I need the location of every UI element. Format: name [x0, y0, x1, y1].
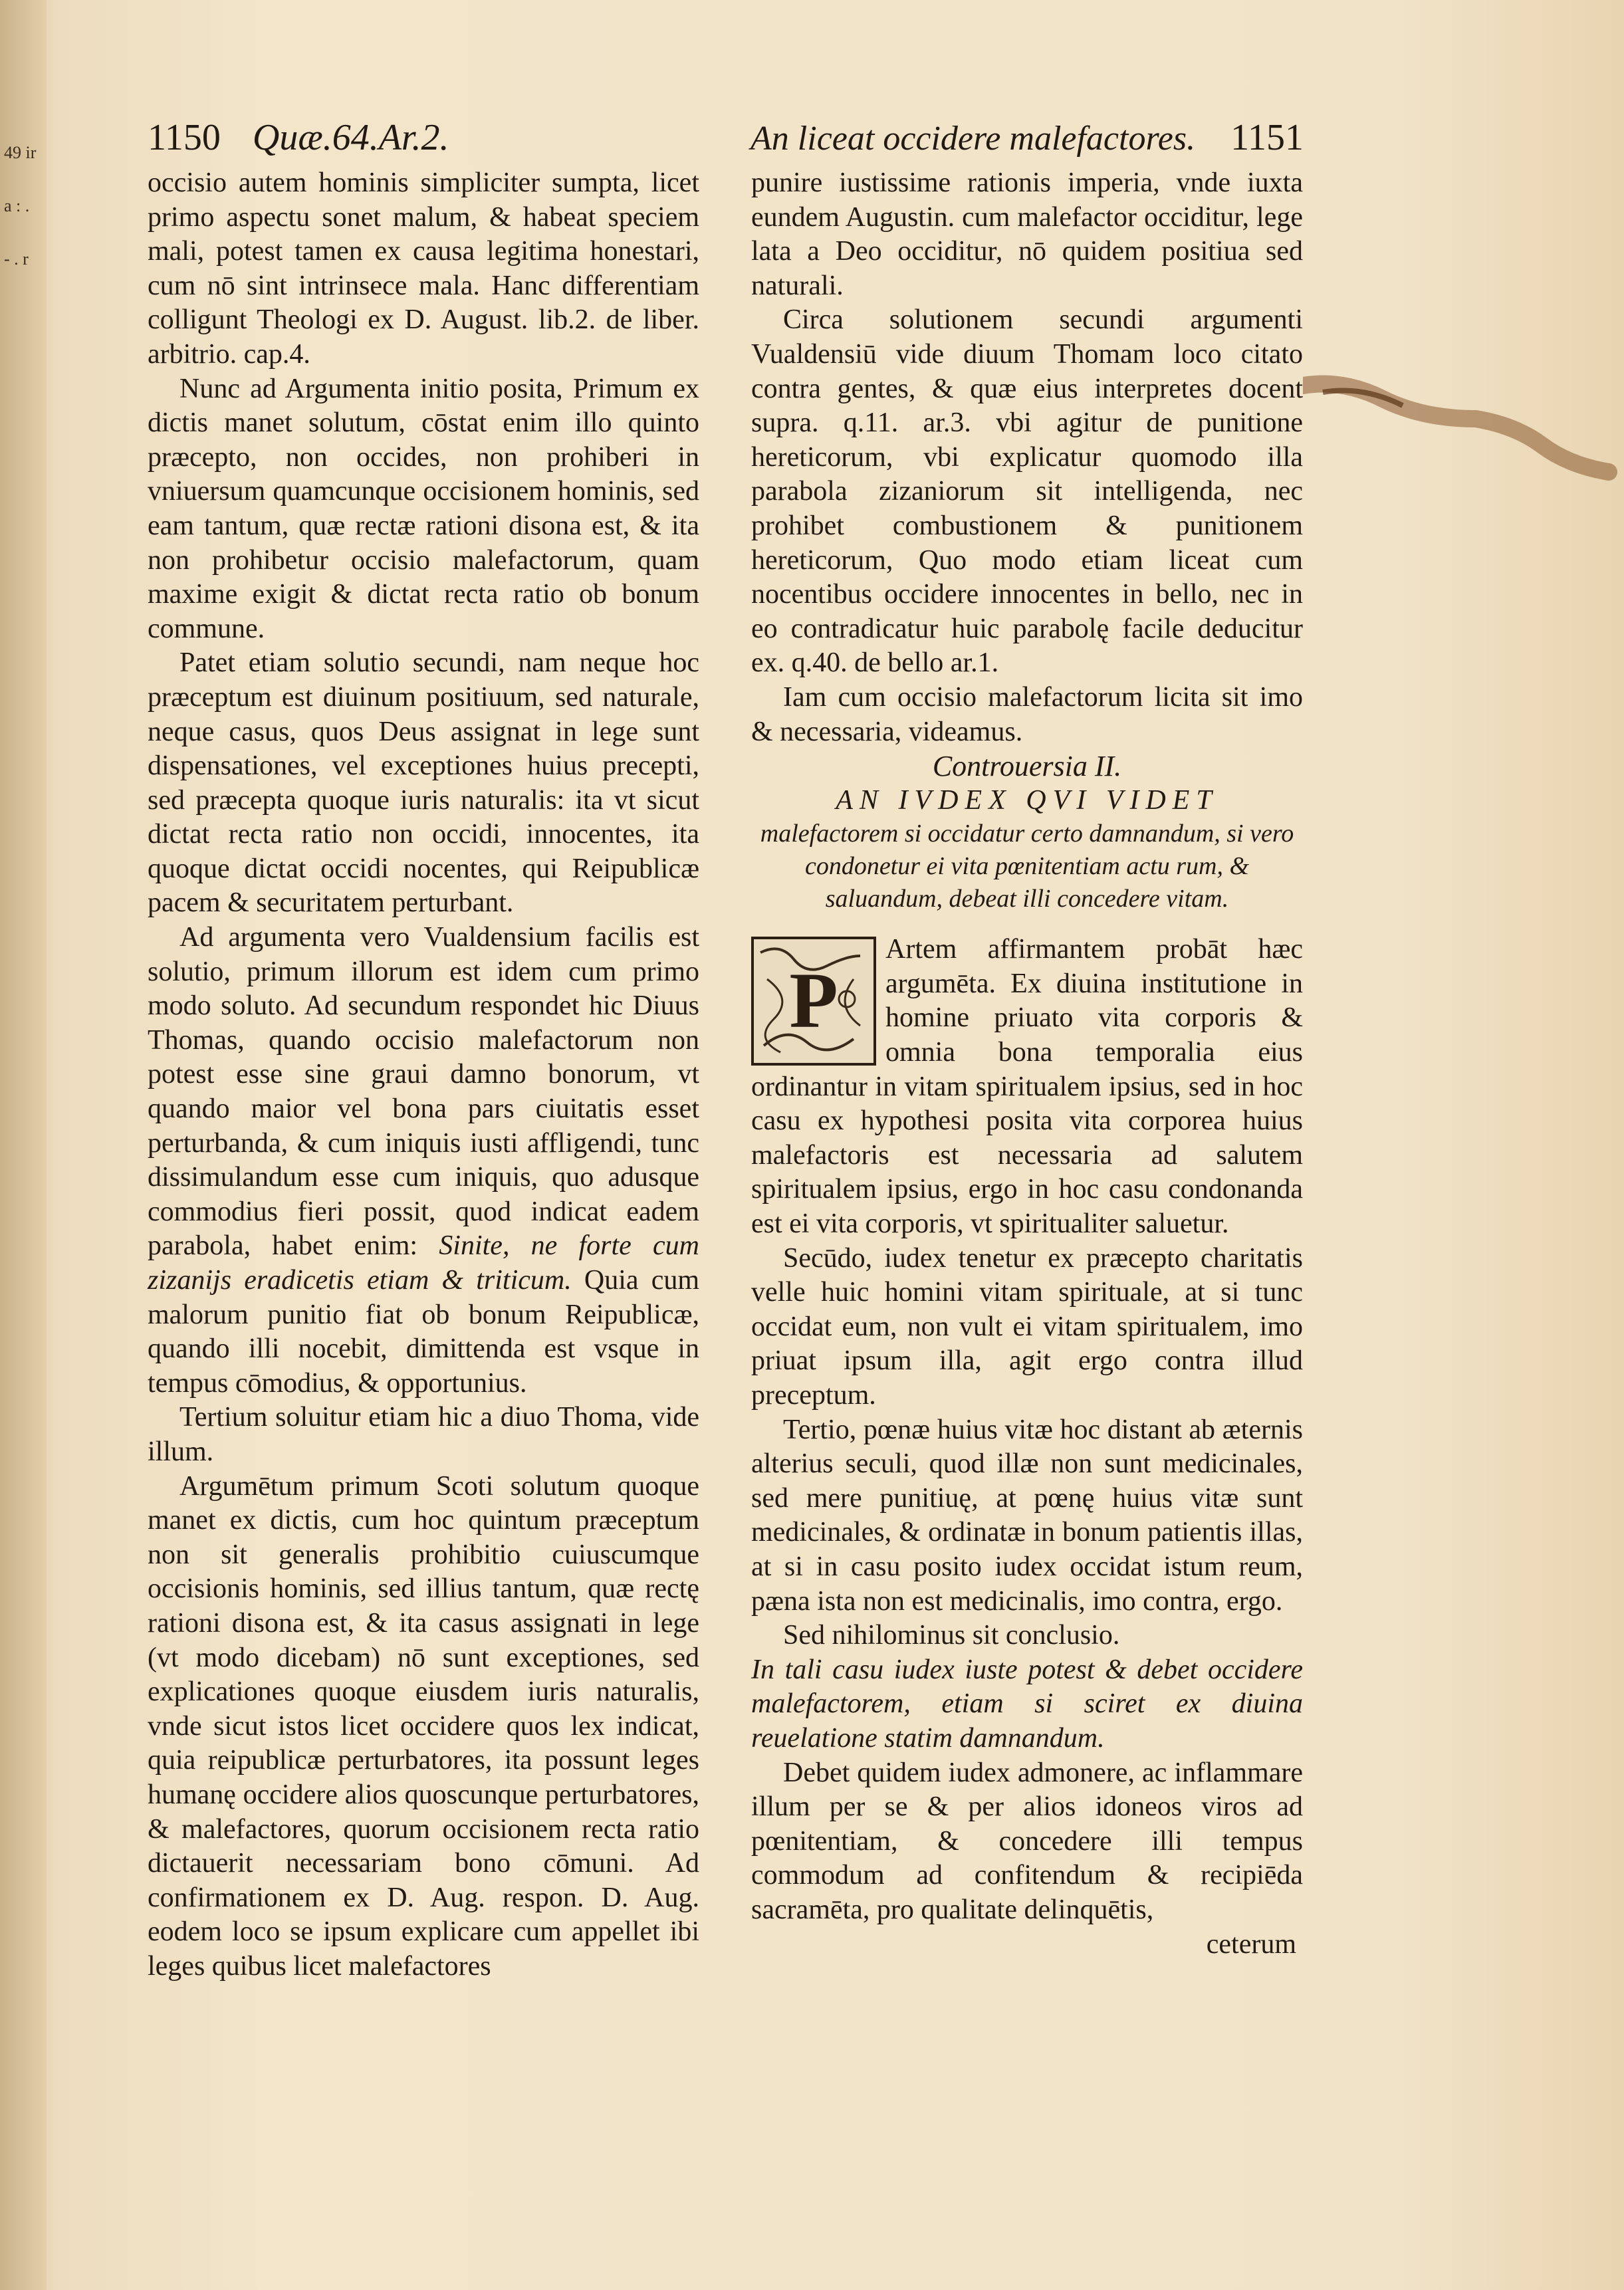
right-paragraph-2: Circa solutionem secundi argumenti Vualdensiū vide diuum Thomam loco citato contra gentes, & quæ eius interpretes docent supra. q.11. ar.3. vbi agitur de punitione hereticorum, vbi explicatur quomodo illa parabola zizaniorum sit intelligenda, nec prohibet combustionem & punitionem hereticorum, Quo modo etiam liceat cum nocentibus occidere innocentes in bello, nec in eo contradicatur huic parabolę facile deducitur ex. q.40. de bello ar.1.	[751, 304, 1303, 679]
right-running-title: An liceat occidere malefactores.	[751, 120, 1196, 158]
paper-damage-stain	[1303, 372, 1624, 505]
right-paragraph-final: Debet quidem iudex admonere, ac inflammare illum per se & per alios idoneos viros ad pœnitentiam, & concedere illi tempus commodum ad confitendum & recipiēda sacramēta, pro qualitate delinquētis,	[751, 1757, 1303, 1925]
right-paragraph-3: Iam cum occisio malefactorum licita sit imo & necessaria, videamus.	[751, 681, 1303, 747]
left-paragraph-2: Nunc ad Argumenta initio posita, Primum ex dictis manet solutum, cōstat enim illo quinto præcepto, non occides, non prohiberi in vniuersum quamcunque occisionem hominis, sed eam tantum, quæ rectæ rationi disona est, & ita non prohibetur occisio malefactorum, quam maxime exigit & dictat recta ratio ob bonum commune.	[148, 373, 699, 644]
left-paragraph-4-text: Ad argumenta vero Vualdensium facilis est solutio, primum illorum est idem cum primo modo soluto. Ad secundum respondet hic Diuus Thomas, quando occisio malefactorum non potest esse sine graui damno bonorum, vt quando maior vel bona pars ciuitatis esset perturbanda, & cum iniquis iusti affligendi, tunc dissimulandum esse cum iniquis, quo adusque commodius fieri possit, quod indicat eadem parabola, habet enim:	[148, 922, 699, 1262]
left-paragraph-4	[148, 921, 699, 1401]
dropcap-letter: P	[789, 956, 838, 1045]
decorated-initial	[751, 937, 876, 1066]
margin-marks: 49 ir a : . - . r	[4, 143, 37, 269]
first-argument: Artem affirmantem probāt hæc argumēta. Ex diuina institutione in homine priuato vita corporis & omnia bona temporalia eius ordinantur in vitam spiritualem ipsius, sed in hoc casu ex hypothesi posita vita corporea huius malefactoris est necessaria ad salutem spiritualem ipsius, ergo in hoc casu condonanda est ei vita corporis, vt spiritualiter saluetur.	[751, 934, 1303, 1240]
question-caps: AN IVDEX QVI VIDET	[836, 784, 1218, 816]
left-running-title: Quæ.64.Ar.2.	[252, 117, 449, 158]
right-paragraph-tertio: Tertio, pœnæ huius vitæ hoc distant ab æternis alterius seculi, quod illæ non sunt medicinales, sed mere punitiuę, at pœnę huius vitæ sunt medicinales, & ordinatæ in bonum patientis illas, at si in casu posito iudex occidat istum reum, pæna ista non est medicinalis, imo contra, ergo.	[751, 1414, 1303, 1617]
left-running-header	[148, 116, 449, 159]
right-page-number: 1151	[1230, 117, 1304, 158]
binding-gutter	[0, 0, 47, 2290]
left-paragraph-3: Patet etiam solutio secundi, nam neque hoc præceptum est diuinum positiuum, sed naturale, neque casus, quos Deus assignat in lege sunt dispensationes, vel exceptiones huius precepti, sed præcepta quoque iuris naturalis: ita vt sicut dictat recta ratio non occidi, innocentes, ita quoque dictat occidi nocentes, qui Reipublicæ pacem & securitatem perturbant.	[148, 647, 699, 919]
scripture-quote: Sinite, ne forte cum zizanijs eradicetis etiam & triticum.	[148, 1230, 699, 1296]
left-paragraph-1: occisio autem hominis simpliciter sumpta, licet primo aspectu sonet malum, & habeat speciem mali, potest tamen ex causa legitima honestari, cum nō sint intrinsece mala. Hanc differentiam colligunt Theologi ex D. August. lib.2. de liber. arbitrio. cap.4.	[148, 168, 699, 370]
catchword: ceterum	[1206, 1928, 1296, 1960]
decorated-initial-ornament	[754, 939, 873, 1063]
initial-paragraph	[751, 933, 1303, 1241]
left-paragraph-5: Tertium soluitur etiam hic a diuo Thoma, vide illum.	[148, 1402, 699, 1467]
question-text: malefactorem si occidatur certo damnandum, si vero condonetur ei vita pœnitentiam actu rum, & saluandum, debeat illi concedere vitam.	[760, 820, 1294, 913]
right-running-header	[751, 116, 1304, 159]
left-paragraph-6: Argumētum primum Scoti solutum quoque manet ex dictis, cum hoc quintum præceptum non sit generalis prohibitio cuiuscumque occisionis hominis, sed illius tantum, quæ rectę rationi disona est, & ita casus assignati in lege (vt modo dicebam) nō sunt exceptiones, sed explicationes quoque eiusdem iuris naturalis, vnde sicut istos licet occidere quos lex indicat, quia reipublicæ perturbatores, ita possunt leges humanę occidere alios quoscunque perturbatores, & malefactores, quorum occisionem recta ratio dictauerit necessariam bono cōmuni. Ad confirmationem ex D. Aug. respon. D. Aug. eodem loco se ipsum explicare cum appellet ibi leges quibus licet malefactores	[148, 1470, 699, 1982]
left-paragraph-4-cont: Quia cum malorum punitio fiat ob bonum Reipublicæ, quando illi nocebit, dimittenda est vsque in tempus cōmodius, & opportunius.	[148, 1265, 700, 1399]
left-page-number: 1150	[148, 117, 221, 158]
right-paragraph-secundo: Secūdo, iudex tenetur ex præcepto charitatis velle huic homini vitam spirituale, at si tunc occidat eum, non vult ei vitam spiritualem, imo priuat ipsum illa, agit ergo contra illud preceptum.	[751, 1242, 1303, 1411]
right-paragraph-conclusio: Sed nihilominus sit conclusio.	[783, 1620, 1120, 1651]
controversia-heading: Controuersia II.	[932, 750, 1122, 783]
conclusion-statement: In tali casu iudex iuste potest & debet occidere malefactorem, etiam si sciret ex diuina reuelatione statim damnandum.	[751, 1654, 1303, 1754]
right-paragraph-1: punire iustissime rationis imperia, vnde iuxta eundem Augustin. cum malefactor occiditur, lege lata a Deo occiditur, nō quidem positiua sed naturali.	[751, 168, 1303, 301]
left-column	[148, 166, 699, 1984]
right-column	[751, 166, 1303, 1962]
